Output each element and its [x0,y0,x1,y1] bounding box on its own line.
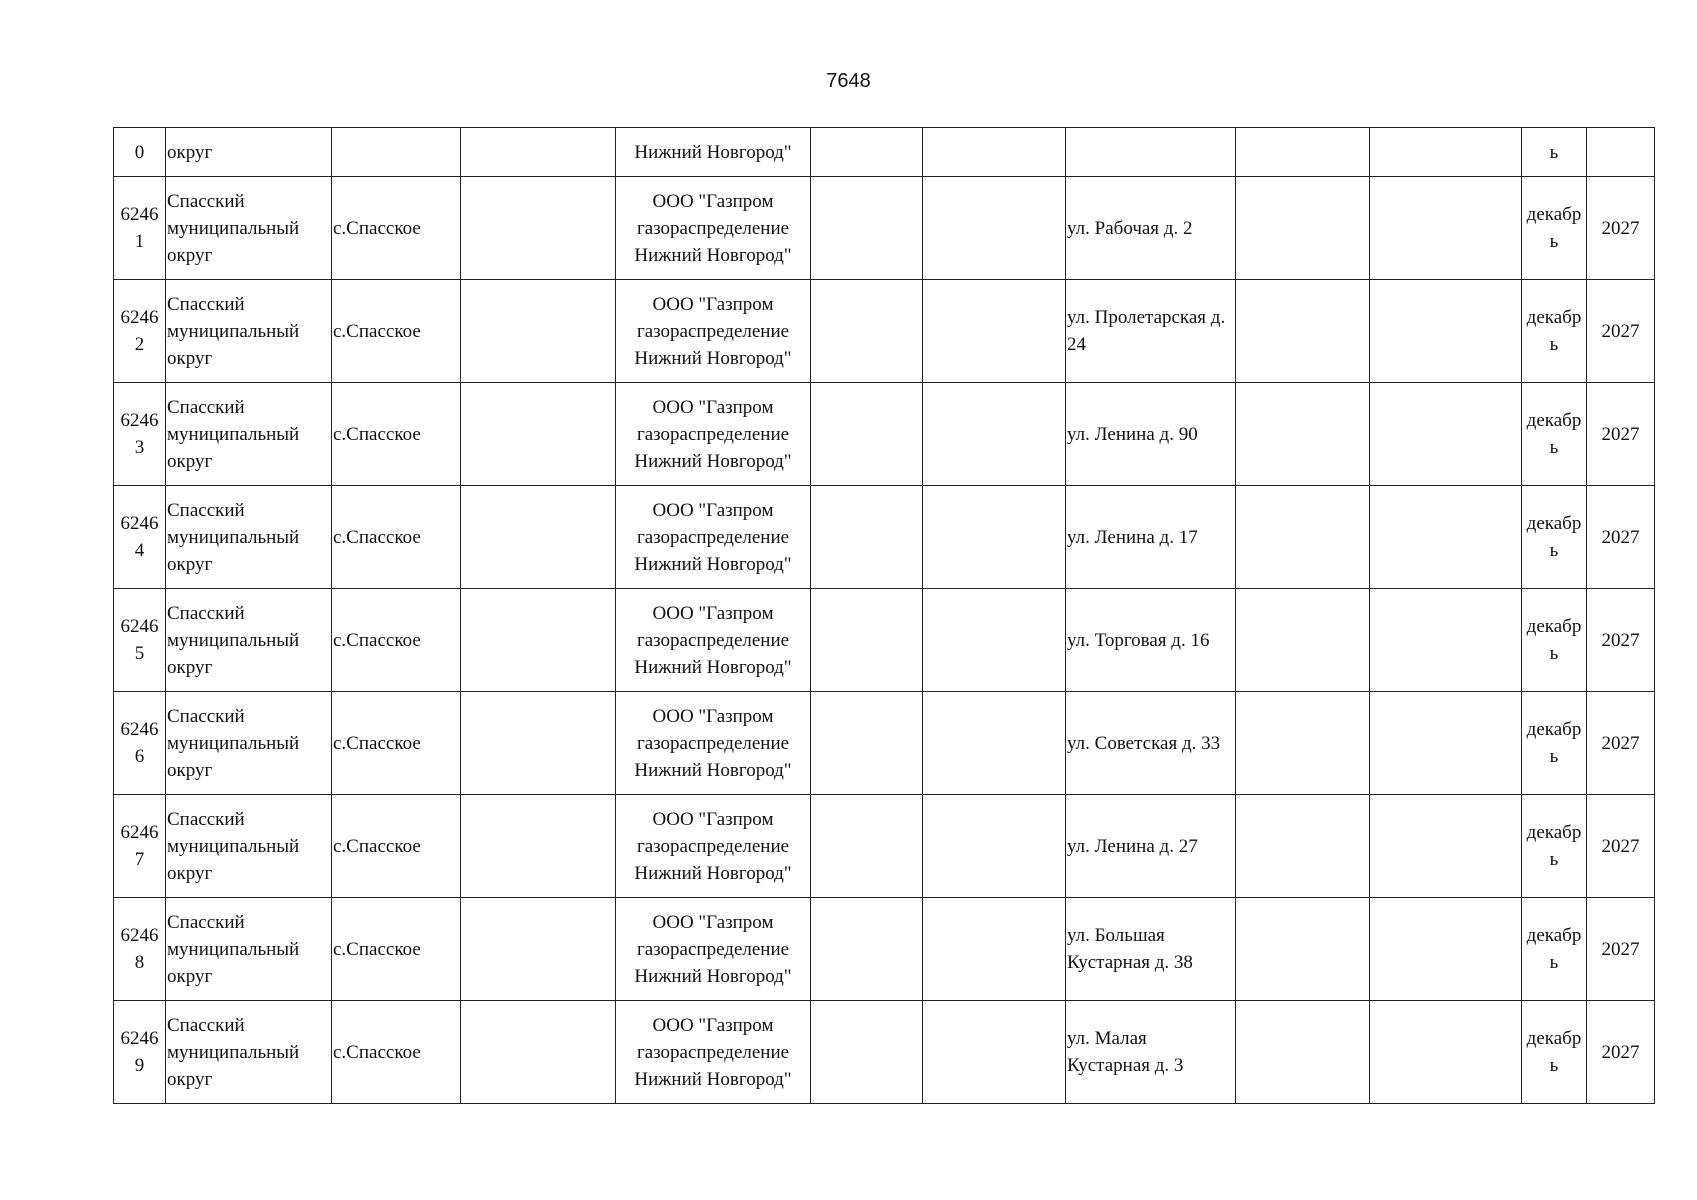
address-cell: ул. Малая Кустарная д. 3 [1066,1001,1236,1104]
empty-cell [461,177,616,280]
empty-cell [811,1001,923,1104]
empty-cell [461,486,616,589]
empty-cell [1236,692,1370,795]
district-cell: Спасский муниципальный округ [166,486,332,589]
empty-cell [1370,692,1522,795]
district-cell: Спасский муниципальный округ [166,383,332,486]
row-number-cell: 0 [114,128,166,177]
address-cell: ул. Ленина д. 27 [1066,795,1236,898]
table-row [114,383,1655,486]
table-row [114,1001,1655,1104]
year-cell: 2027 [1587,692,1655,795]
empty-cell [1236,1001,1370,1104]
empty-cell [1370,898,1522,1001]
month-cell: декабр ь [1522,898,1587,1001]
table-row [114,177,1655,280]
empty-cell [923,486,1066,589]
month-cell: декабр ь [1522,383,1587,486]
empty-cell [811,280,923,383]
settlement-cell: с.Спасское [332,589,461,692]
row-number-cell: 6246 6 [114,692,166,795]
table-row [114,589,1655,692]
organization-cell: ООО "Газпром газораспределение Нижний Новгород" [616,1001,811,1104]
month-cell: декабр ь [1522,177,1587,280]
organization-cell: ООО "Газпром газораспределение Нижний Новгород" [616,486,811,589]
empty-cell [1236,589,1370,692]
empty-cell [1236,128,1370,177]
table-body [114,128,1655,1104]
settlement-cell: с.Спасское [332,383,461,486]
year-cell: 2027 [1587,898,1655,1001]
empty-cell [811,898,923,1001]
table-row [114,692,1655,795]
address-cell: ул. Большая Кустарная д. 38 [1066,898,1236,1001]
empty-cell [923,383,1066,486]
table-row [114,795,1655,898]
row-number-cell: 6246 2 [114,280,166,383]
empty-cell [1370,486,1522,589]
table-row [114,280,1655,383]
empty-cell [461,1001,616,1104]
row-number-cell: 6246 7 [114,795,166,898]
district-cell: Спасский муниципальный округ [166,692,332,795]
empty-cell [811,177,923,280]
address-cell: ул. Торговая д. 16 [1066,589,1236,692]
empty-cell [461,795,616,898]
year-cell: 2027 [1587,383,1655,486]
district-cell: Спасский муниципальный округ [166,280,332,383]
empty-cell [461,898,616,1001]
empty-cell [811,589,923,692]
empty-cell [1236,383,1370,486]
empty-cell [1236,177,1370,280]
empty-cell [1236,795,1370,898]
empty-cell [923,1001,1066,1104]
organization-cell: ООО "Газпром газораспределение Нижний Новгород" [616,589,811,692]
table-row [114,898,1655,1001]
gasification-schedule-table [113,127,1655,1104]
empty-cell [811,486,923,589]
empty-cell [1370,280,1522,383]
district-cell: Спасский муниципальный округ [166,795,332,898]
organization-cell: ООО "Газпром газораспределение Нижний Новгород" [616,898,811,1001]
table-row-continued [114,128,1655,177]
empty-cell [1370,589,1522,692]
district-cell: Спасский муниципальный округ [166,898,332,1001]
empty-cell [461,128,616,177]
month-cell: декабр ь [1522,589,1587,692]
settlement-cell [332,128,461,177]
year-cell: 2027 [1587,1001,1655,1104]
empty-cell [923,128,1066,177]
address-cell: ул. Пролетарская д. 24 [1066,280,1236,383]
empty-cell [461,383,616,486]
empty-cell [461,280,616,383]
empty-cell [923,692,1066,795]
empty-cell [811,128,923,177]
organization-cell: ООО "Газпром газораспределение Нижний Новгород" [616,280,811,383]
address-cell: ул. Ленина д. 90 [1066,383,1236,486]
settlement-cell: с.Спасское [332,898,461,1001]
page-number: 7648 [826,70,871,92]
empty-cell [1370,128,1522,177]
organization-cell: ООО "Газпром газораспределение Нижний Новгород" [616,177,811,280]
settlement-cell: с.Спасское [332,795,461,898]
year-cell: 2027 [1587,486,1655,589]
year-cell [1587,128,1655,177]
year-cell: 2027 [1587,177,1655,280]
organization-cell: ООО "Газпром газораспределение Нижний Новгород" [616,795,811,898]
organization-cell: ООО "Газпром газораспределение Нижний Новгород" [616,692,811,795]
empty-cell [1236,280,1370,383]
month-cell: декабр ь [1522,280,1587,383]
empty-cell [923,898,1066,1001]
empty-cell [1236,486,1370,589]
district-cell: округ [166,128,332,177]
row-number-cell: 6246 1 [114,177,166,280]
month-cell: декабр ь [1522,486,1587,589]
district-cell: Спасский муниципальный округ [166,1001,332,1104]
year-cell: 2027 [1587,795,1655,898]
year-cell: 2027 [1587,589,1655,692]
empty-cell [1236,898,1370,1001]
address-cell: ул. Советская д. 33 [1066,692,1236,795]
district-cell: Спасский муниципальный округ [166,589,332,692]
year-cell: 2027 [1587,280,1655,383]
empty-cell [1370,795,1522,898]
row-number-cell: 6246 9 [114,1001,166,1104]
row-number-cell: 6246 5 [114,589,166,692]
row-number-cell: 6246 8 [114,898,166,1001]
empty-cell [923,280,1066,383]
settlement-cell: с.Спасское [332,692,461,795]
district-cell: Спасский муниципальный округ [166,177,332,280]
organization-cell: ООО "Газпром газораспределение Нижний Новгород" [616,383,811,486]
empty-cell [811,795,923,898]
row-number-cell: 6246 3 [114,383,166,486]
empty-cell [811,692,923,795]
address-cell: ул. Рабочая д. 2 [1066,177,1236,280]
empty-cell [461,692,616,795]
empty-cell [1370,383,1522,486]
empty-cell [811,383,923,486]
month-cell: ь [1522,128,1587,177]
organization-cell: Нижний Новгород" [616,128,811,177]
settlement-cell: с.Спасское [332,1001,461,1104]
empty-cell [923,589,1066,692]
address-cell [1066,128,1236,177]
settlement-cell: с.Спасское [332,486,461,589]
month-cell: декабр ь [1522,692,1587,795]
empty-cell [1370,177,1522,280]
settlement-cell: с.Спасское [332,280,461,383]
empty-cell [1370,1001,1522,1104]
empty-cell [923,795,1066,898]
empty-cell [461,589,616,692]
month-cell: декабр ь [1522,1001,1587,1104]
month-cell: декабр ь [1522,795,1587,898]
settlement-cell: с.Спасское [332,177,461,280]
table-row [114,486,1655,589]
row-number-cell: 6246 4 [114,486,166,589]
address-cell: ул. Ленина д. 17 [1066,486,1236,589]
empty-cell [923,177,1066,280]
